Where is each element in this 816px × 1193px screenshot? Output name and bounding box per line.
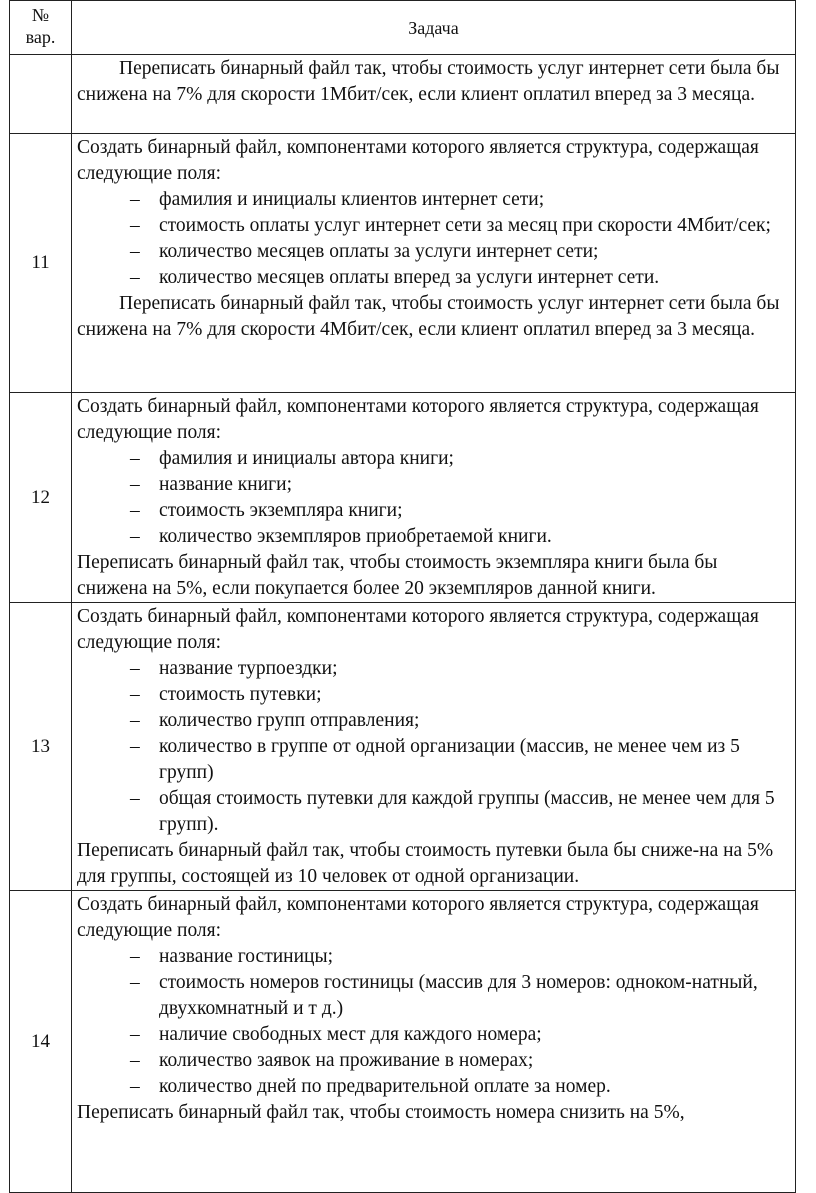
list-item-text: количество в группе от одной организации (массив, не менее чем из 5 групп) [159, 736, 740, 783]
list-item-text: количество экземпляров приобретаемой книги. [159, 526, 552, 547]
variant-number: 13 [10, 603, 72, 891]
list-item-text: количество групп отправления; [159, 710, 420, 731]
dash-marker: – [130, 189, 140, 210]
list-item [77, 239, 791, 265]
list-item [77, 1048, 791, 1074]
task-intro: Создать бинарный файл, компонентами которого является структура, содержащая следующие поля: [77, 396, 759, 443]
table-row [10, 393, 796, 603]
task-instruction: Переписать бинарный файл так, чтобы стоимость номера снизить на 5%, [77, 1102, 685, 1123]
variant-number [10, 55, 72, 134]
list-item [77, 682, 791, 708]
task-cell [72, 891, 796, 1193]
list-item-text: наличие свободных мест для каждого номера; [159, 1024, 542, 1045]
dash-marker: – [130, 526, 140, 547]
task-instruction: Переписать бинарный файл так, чтобы стоимость путевки была бы сниже-на на 5% для группы, состоящей из 10 человек от одной организации. [77, 840, 774, 887]
task-intro: Создать бинарный файл, компонентами которого является структура, содержащая следующие поля: [77, 606, 759, 653]
list-item [77, 734, 791, 786]
task-instruction: Переписать бинарный файл так, чтобы стоимость экземпляра книги была бы снижена на 5%, если покупается более 20 экземпляров данной книги. [77, 552, 718, 599]
list-item [77, 944, 791, 970]
variant-number-header [10, 1, 72, 55]
list-item-text: количество месяцев оплаты вперед за услуги интернет сети. [159, 267, 660, 288]
list-item-text: название книги; [159, 474, 292, 495]
field-list [77, 656, 791, 838]
dash-marker: – [130, 1024, 140, 1045]
list-item-text: стоимость номеров гостиницы (массив для 3 номеров: одноком-натный, двухкомнатный и т д.) [159, 972, 758, 1019]
list-item [77, 786, 791, 838]
dash-marker: – [130, 267, 140, 288]
list-item [77, 446, 791, 472]
list-item [77, 524, 791, 550]
table-row [10, 603, 796, 891]
dash-marker: – [130, 474, 140, 495]
task-cell [72, 603, 796, 891]
task-cell [72, 134, 796, 393]
list-item [77, 1074, 791, 1100]
table-row [10, 134, 796, 393]
header-num-sign: № [31, 5, 50, 25]
list-item [77, 708, 791, 734]
list-item [77, 187, 791, 213]
dash-marker: – [130, 658, 140, 679]
dash-marker: – [130, 500, 140, 521]
dash-marker: – [130, 1050, 140, 1071]
task-cell [72, 393, 796, 603]
dash-marker: – [130, 241, 140, 262]
list-item [77, 472, 791, 498]
list-item-text: название турпоездки; [159, 658, 338, 679]
task-cell [72, 55, 796, 134]
variant-number: 14 [10, 891, 72, 1193]
list-item-text: стоимость оплаты услуг интернет сети за месяц при скорости 4Мбит/сек; [159, 215, 771, 236]
list-item [77, 656, 791, 682]
list-item-text: фамилия и инициалы автора книги; [159, 448, 454, 469]
dash-marker: – [130, 448, 140, 469]
list-item-text: общая стоимость путевки для каждой группы (массив, не менее чем для 5 групп). [159, 788, 775, 835]
list-item-text: стоимость путевки; [159, 684, 322, 705]
list-item-text: количество месяцев оплаты за услуги интернет сети; [159, 241, 599, 262]
list-item [77, 498, 791, 524]
dash-marker: – [130, 710, 140, 731]
task-intro: Создать бинарный файл, компонентами которого является структура, содержащая следующие поля: [77, 137, 759, 184]
list-item-text: стоимость экземпляра книги; [159, 500, 403, 521]
list-item [77, 265, 791, 291]
dash-marker: – [130, 972, 140, 993]
variant-number: 12 [10, 393, 72, 603]
task-instruction: Переписать бинарный файл так, чтобы стоимость услуг интернет сети была бы снижена на 7% для скорости 4Мбит/сек, если клиент оплатил вперед за 3 месяца. [77, 293, 780, 340]
list-item [77, 970, 791, 1022]
task-intro: Создать бинарный файл, компонентами которого является структура, содержащая следующие поля: [77, 894, 759, 941]
table-row [10, 891, 796, 1193]
dash-marker: – [130, 684, 140, 705]
list-item-text: название гостиницы; [159, 946, 333, 967]
field-list [77, 187, 791, 291]
field-list [77, 446, 791, 550]
list-item-text: количество дней по предварительной оплате за номер. [159, 1076, 611, 1097]
dash-marker: – [130, 215, 140, 236]
table-header-row [10, 1, 796, 55]
dash-marker: – [130, 946, 140, 967]
task-instruction: Переписать бинарный файл так, чтобы стоимость услуг интернет сети была бы снижена на 7% для скорости 1Мбит/сек, если клиент оплатил вперед за 3 месяца. [77, 58, 780, 105]
dash-marker: – [130, 1076, 140, 1097]
dash-marker: – [130, 736, 140, 757]
list-item-text: количество заявок на проживание в номерах; [159, 1050, 534, 1071]
table-row [10, 55, 796, 134]
variant-number: 11 [10, 134, 72, 393]
dash-marker: – [130, 788, 140, 809]
list-item-text: фамилия и инициалы клиентов интернет сети; [159, 189, 545, 210]
task-header: Задача [72, 1, 796, 55]
list-item [77, 1022, 791, 1048]
header-var-label: вар. [25, 27, 56, 47]
tasks-table [9, 0, 796, 1193]
list-item [77, 213, 791, 239]
field-list [77, 944, 791, 1100]
